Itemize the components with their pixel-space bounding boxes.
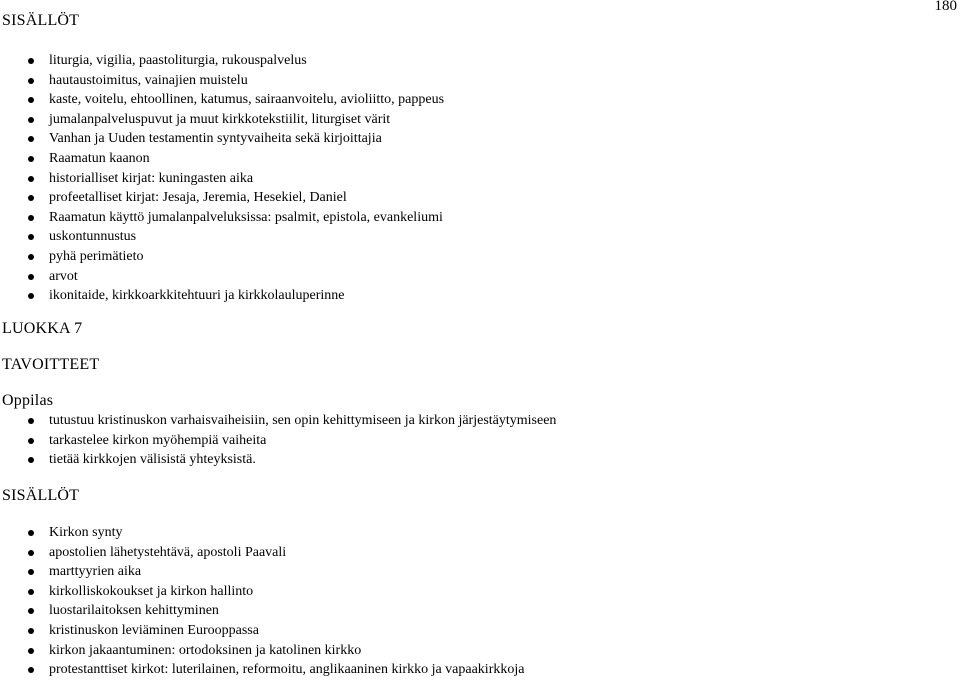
section-heading-contents: SISÄLLÖT (2, 487, 80, 504)
grade-heading: LUOKKA 7 (2, 320, 83, 337)
list-item-text: apostolien lähetystehtävä, apostoli Paavali (49, 544, 287, 560)
bullet-icon (28, 628, 34, 634)
list-item-text: kirkolliskokoukset ja kirkon hallinto (49, 583, 254, 599)
bullet-icon (28, 274, 34, 280)
list-item (0, 51, 444, 71)
bullet-icon (28, 176, 34, 182)
list-item-text: Raamatun kaanon (49, 150, 150, 166)
bullet-icon (28, 58, 34, 64)
page-number: 180 (934, 0, 957, 14)
list-item (0, 411, 556, 431)
list-item (0, 523, 524, 543)
bullet-icon (28, 254, 34, 260)
list-item-text: luostarilaitoksen kehittyminen (49, 603, 219, 619)
list-item (0, 188, 444, 208)
list-item-text: kaste, voitelu, ehtoollinen, katumus, sairaanvoitelu, avioliitto, pappeus (49, 92, 445, 108)
bullet-icon (28, 117, 34, 123)
list-item (0, 641, 524, 661)
list-item (0, 110, 444, 130)
list-item-text: ikonitaide, kirkkoarkkitehtuuri ja kirkkolauluperinne (49, 288, 345, 304)
list-item (0, 562, 524, 582)
goals-heading: TAVOITTEET (2, 356, 100, 373)
bullet-icon (28, 608, 34, 614)
bullet-icon (28, 418, 34, 424)
list-item (0, 227, 444, 247)
list-item (0, 543, 524, 563)
list-item-text: jumalanpalveluspuvut ja muut kirkkotekstiilit, liturgiset värit (49, 111, 391, 127)
list-item-text: Raamatun käyttö jumalanpalveluksissa: psalmit, epistola, evankeliumi (49, 209, 443, 225)
bullet-icon (28, 234, 34, 240)
list-item-text: Kirkon synty (49, 525, 123, 540)
bullet-icon (28, 195, 34, 201)
list-item (0, 601, 524, 621)
list-item-text: tutustuu kristinuskon varhaisvaiheisiin, sen opin kehittymiseen ja kirkon järjestäytymiseen (49, 413, 557, 428)
bullet-icon (28, 78, 34, 84)
list-item (0, 71, 444, 91)
list-item-text: profeetalliset kirjat: Jesaja, Jeremia, Hesekiel, Daniel (49, 190, 347, 206)
bullet-icon (28, 438, 34, 444)
list-item-text: kristinuskon leviäminen Eurooppassa (49, 622, 259, 638)
bullet-icon (28, 156, 34, 162)
list-item-text: uskontunnustus (49, 229, 137, 245)
bullet-icon (28, 457, 34, 463)
pupil-label: Oppilas (2, 392, 54, 409)
list-item (0, 129, 444, 149)
list-item-text: pyhä perimätieto (49, 248, 144, 264)
list-item (0, 169, 444, 189)
bullet-icon (28, 648, 34, 654)
list-item (0, 90, 444, 110)
bullet-icon (28, 530, 34, 536)
list-item-text: tietää kirkkojen välisistä yhteyksistä. (49, 452, 256, 468)
bullet-icon (28, 550, 34, 556)
section-heading-contents: SISÄLLÖT (2, 12, 80, 29)
list-item-text: hautaustoimitus, vainajien muistelu (49, 72, 248, 88)
bullet-icon (28, 136, 34, 142)
contents-list (0, 523, 524, 680)
list-item (0, 582, 524, 602)
list-item (0, 208, 444, 228)
list-item (0, 149, 444, 169)
bullet-icon (28, 569, 34, 575)
bullet-icon (28, 293, 34, 299)
contents-list (0, 51, 444, 306)
list-item-text: historialliset kirjat: kuningasten aika (49, 170, 254, 186)
list-item-text: protestanttiset kirkot: luterilainen, reformoitu, anglikaaninen kirkko ja vapaakirkkoja (49, 662, 525, 678)
list-item-text: tarkastelee kirkon myöhempiä vaiheita (49, 432, 267, 448)
bullet-icon (28, 97, 34, 103)
list-item-text: arvot (49, 268, 78, 284)
list-item (0, 267, 444, 287)
list-item (0, 286, 444, 306)
bullet-icon (28, 215, 34, 221)
bullet-icon (28, 667, 34, 673)
list-item-text: kirkon jakaantuminen: ortodoksinen ja katolinen kirkko (49, 642, 362, 658)
bullet-icon (28, 589, 34, 595)
list-item (0, 247, 444, 267)
list-item-text: marttyyrien aika (49, 564, 142, 580)
list-item (0, 431, 556, 451)
list-item (0, 621, 524, 641)
list-item-text: Vanhan ja Uuden testamentin syntyvaiheita sekä kirjoittajia (49, 131, 382, 147)
list-item-text: liturgia, vigilia, paastoliturgia, rukouspalvelus (49, 53, 307, 68)
list-item (0, 450, 556, 470)
goals-list (0, 411, 556, 470)
